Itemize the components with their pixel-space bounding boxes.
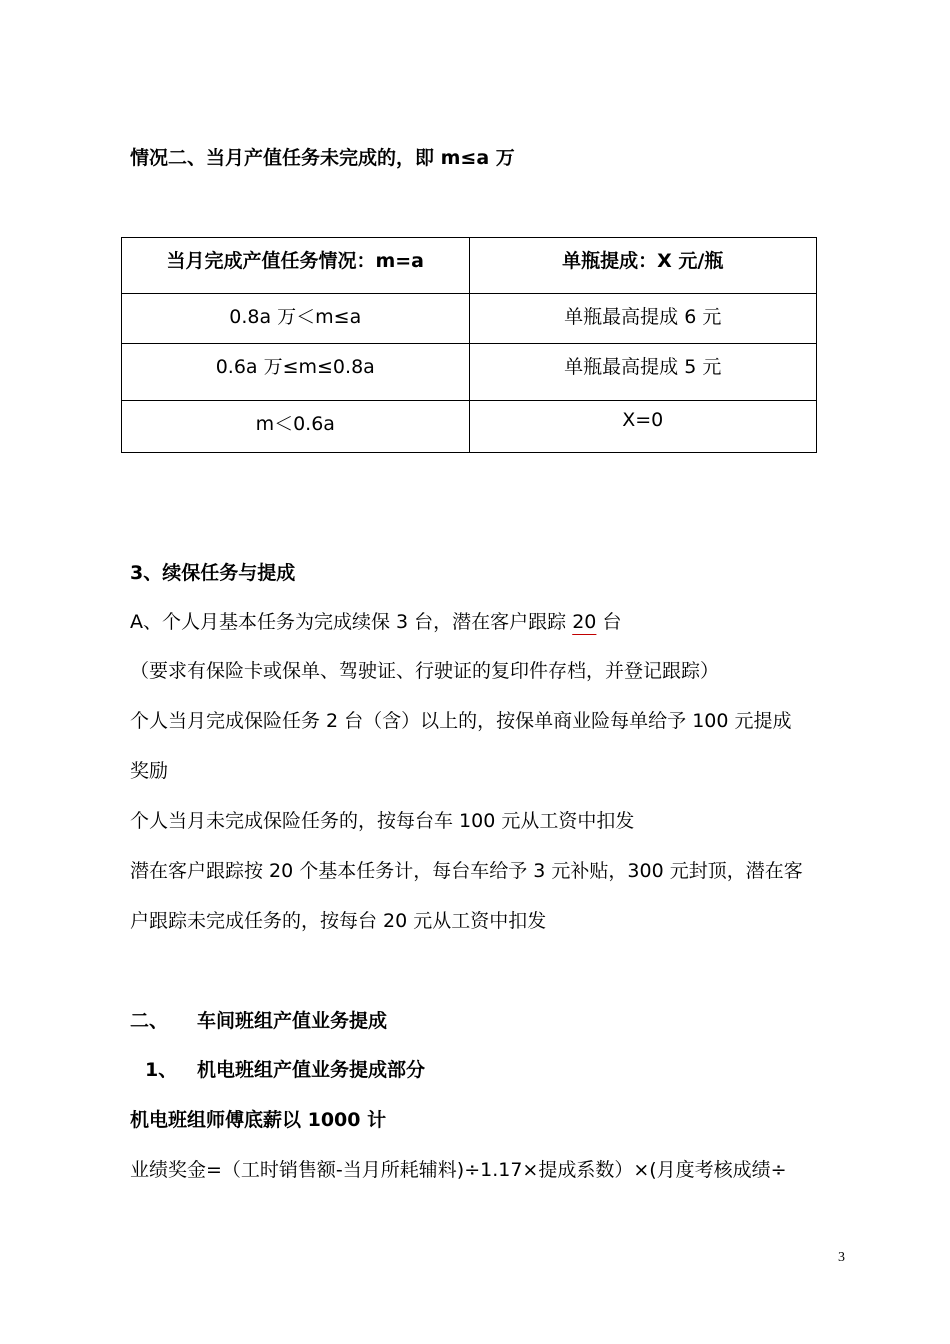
paragraph-3-line-1: 潜在客户跟踪按 20 个基本任务计，每台车给予 3 元补贴，300 元封顶，潜在客 xyxy=(130,860,803,882)
paragraph-a-number: 20 xyxy=(572,611,597,633)
note-line: （要求有保险卡或保单、驾驶证、行驶证的复印件存档，并登记跟踪） xyxy=(130,660,720,682)
paragraph-1-line-2: 奖励 xyxy=(130,760,169,782)
subsection-1-title: 机电班组产值业务提成部分 xyxy=(197,1059,426,1081)
table-cell: X=0 xyxy=(469,401,817,453)
paragraph-3-line-2: 户跟踪未完成任务的，按每台 20 元从工资中扣发 xyxy=(130,910,547,932)
paragraph-1-line-1: 个人当月完成保险任务 2 台（含）以上的，按保单商业险每单给予 100 元提成 xyxy=(130,710,792,732)
paragraph-2: 个人当月未完成保险任务的，按每台车 100 元从工资中扣发 xyxy=(130,810,635,832)
base-salary-line: 机电班组师傅底薪以 1000 计 xyxy=(130,1109,387,1131)
section-two-title: 车间班组产值业务提成 xyxy=(197,1010,388,1032)
table-cell: 0.8a 万＜m≤a xyxy=(122,294,470,344)
paragraph-a-suffix: 台 xyxy=(596,611,622,633)
table-cell: 单瓶最高提成 6 元 xyxy=(469,294,817,344)
table-header-row xyxy=(122,238,817,294)
table-cell: m＜0.6a xyxy=(122,401,470,453)
subsection-1-heading xyxy=(145,1057,425,1083)
case-two-heading: 情况二、当月产值任务未完成的，即 m≤a 万 xyxy=(130,147,515,169)
table-row xyxy=(122,294,817,344)
table-header-cell: 单瓶提成：X 元/瓶 xyxy=(469,238,817,294)
paragraph-a-prefix: A、个人月基本任务为完成续保 3 台，潜在客户跟踪 xyxy=(130,611,573,633)
section-two-number: 二、 xyxy=(130,1010,169,1032)
subsection-1-number: 1、 xyxy=(145,1059,178,1081)
paragraph-a xyxy=(130,609,621,635)
table-row xyxy=(122,344,817,401)
table-cell: 单瓶最高提成 5 元 xyxy=(469,344,817,401)
table-row xyxy=(122,401,817,453)
formula-line: 业绩奖金=（工时销售额-当月所耗辅料)÷1.17×提成系数）×(月度考核成绩÷ xyxy=(130,1159,787,1181)
section-3-title: 3、续保任务与提成 xyxy=(130,562,296,584)
commission-table xyxy=(121,237,817,453)
table-header-cell: 当月完成产值任务情况：m=a xyxy=(122,238,470,294)
page-number: 3 xyxy=(838,1250,845,1265)
table-cell: 0.6a 万≤m≤0.8a xyxy=(122,344,470,401)
section-two-heading xyxy=(130,1008,387,1034)
